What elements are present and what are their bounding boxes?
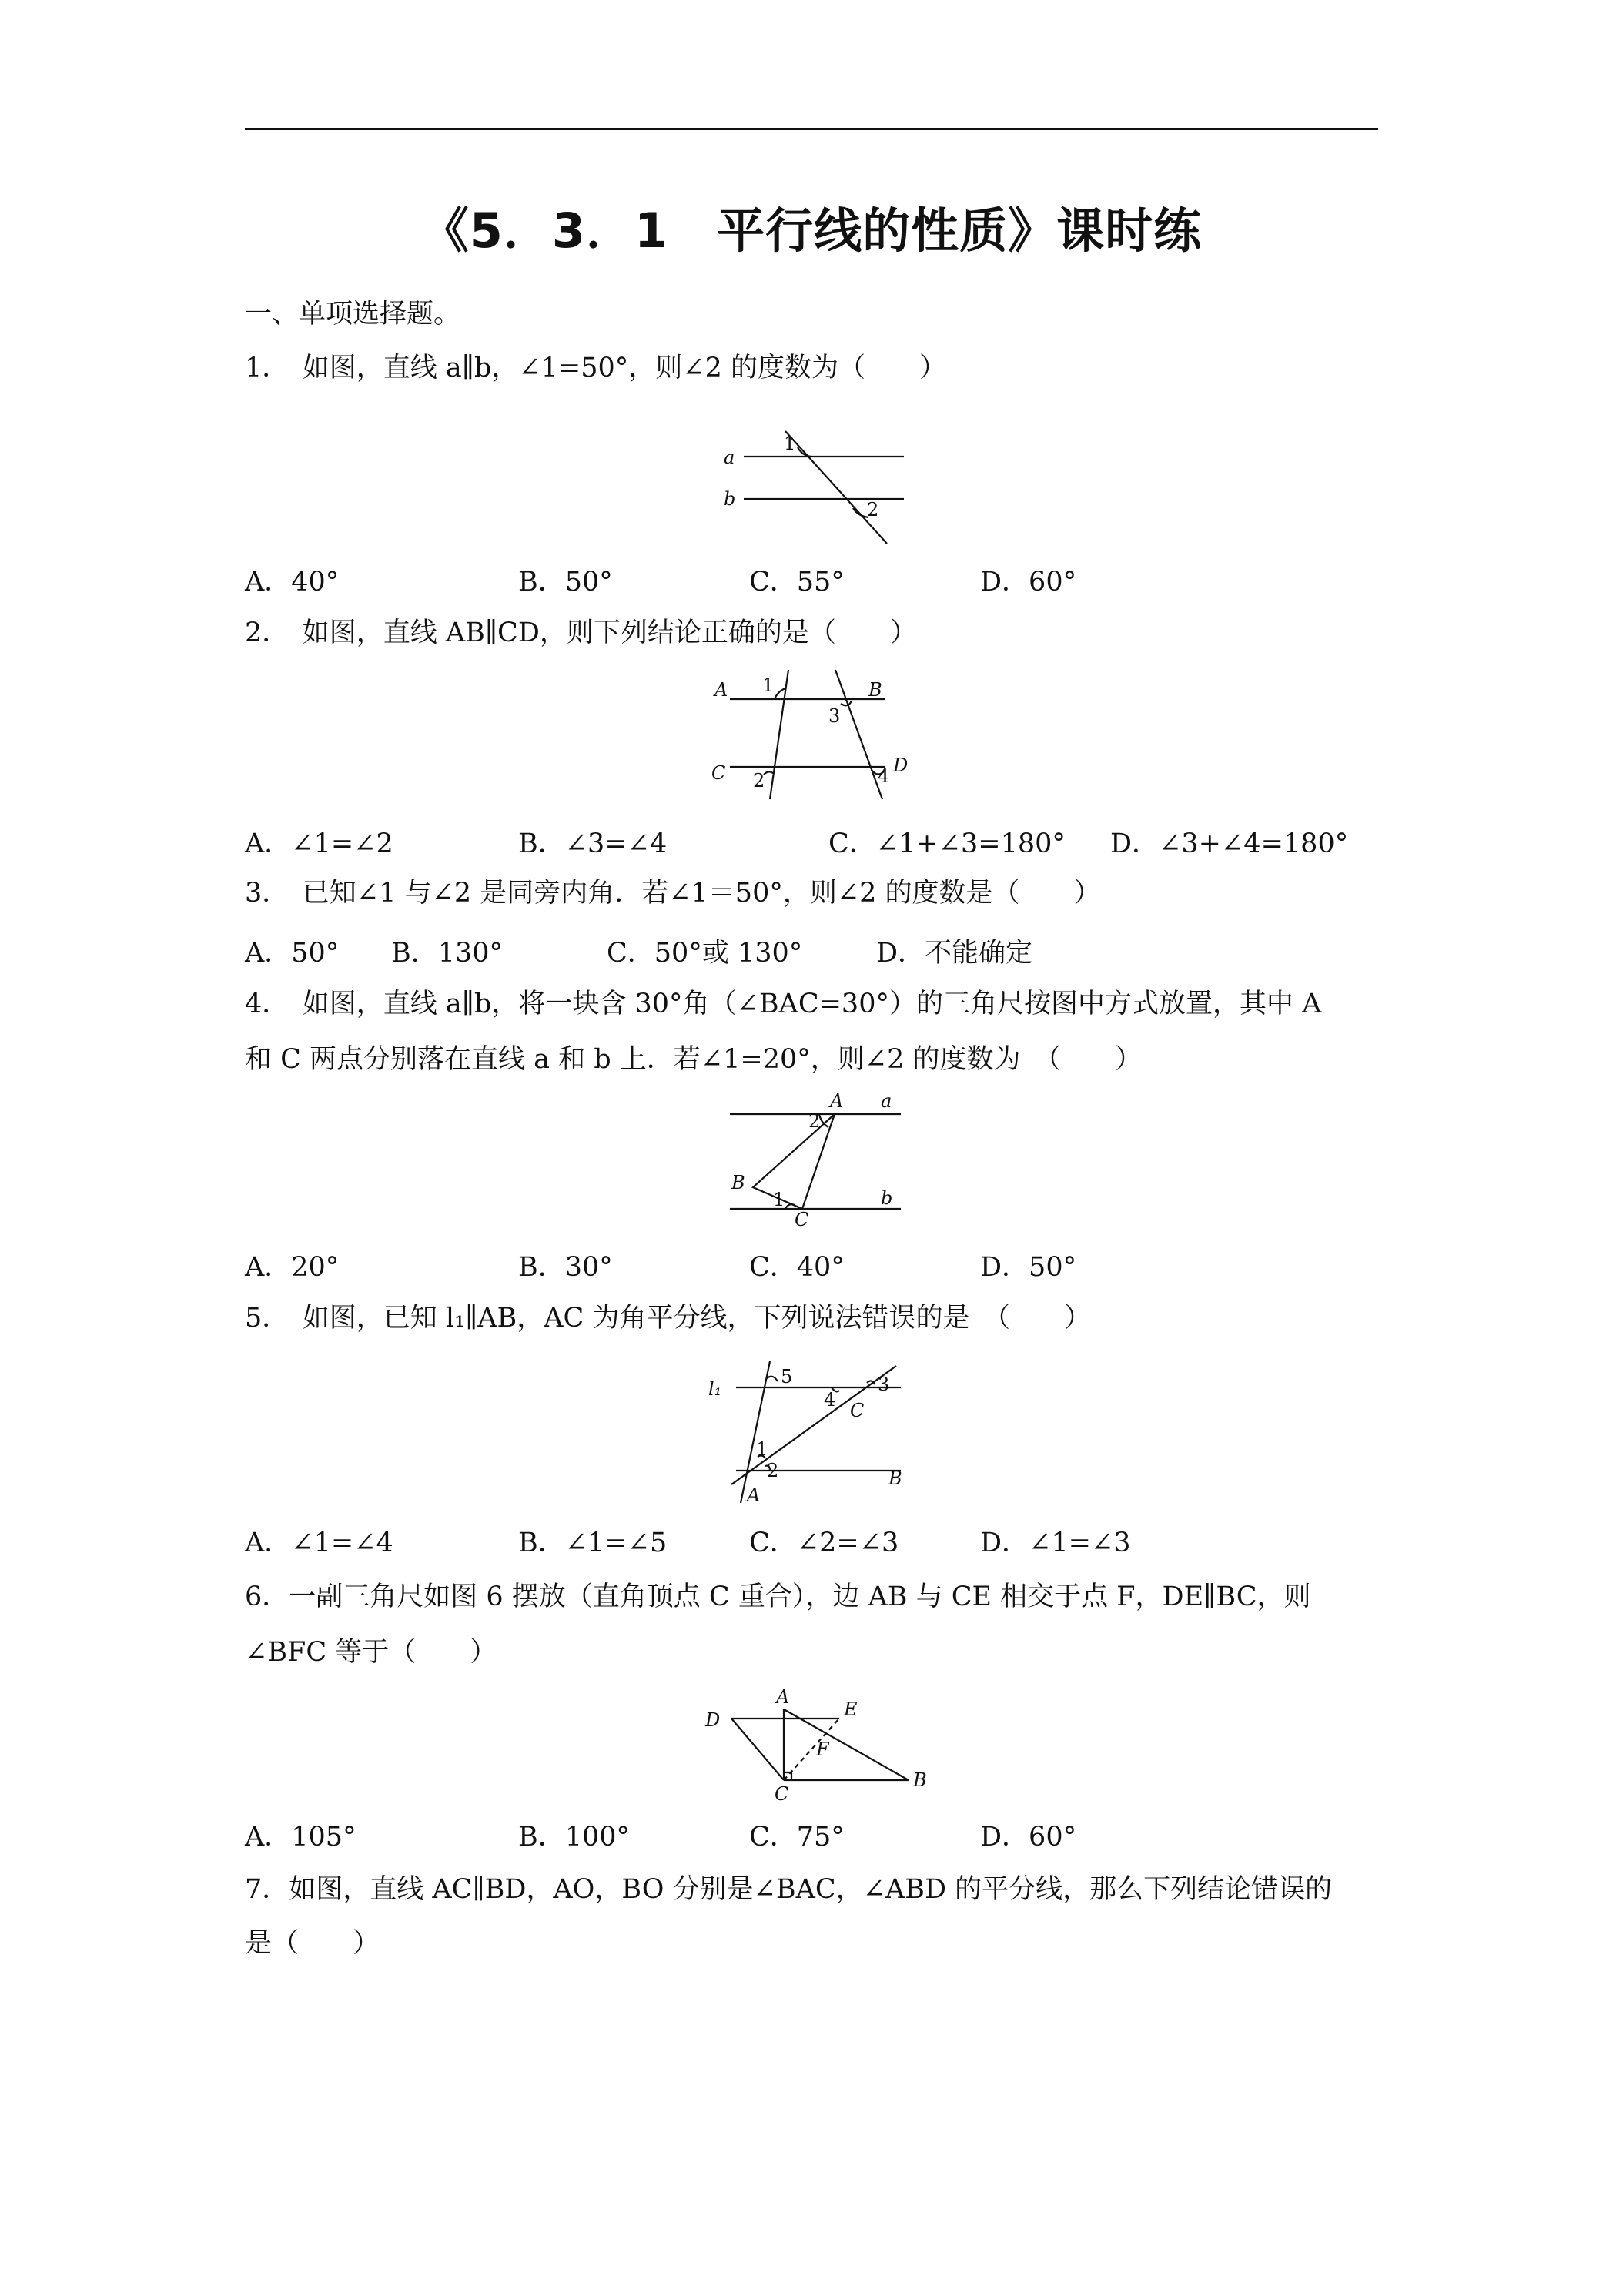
label-B: B: [731, 1172, 745, 1193]
angle-2-arc: [764, 771, 773, 775]
question-7-stem-line-1: 7．如图，直线 AC∥BD，AO，BO 分别是∠BAC，∠ABD 的平分线，那么下列结论错误的: [245, 1874, 1333, 1905]
question-6-stem-line-1: 6．一副三角尺如图 6 摆放（直角顶点 C 重合），边 AB 与 CE 相交于点 F，DE∥BC，则: [245, 1581, 1311, 1612]
page-title: 《5．3．1 平行线的性质》课时练: [420, 202, 1203, 259]
option-b[interactable]: B．50°: [518, 567, 613, 597]
label-B: B: [868, 679, 882, 701]
question-1-figure: [716, 431, 916, 547]
option-d[interactable]: D．不能确定: [876, 938, 1033, 969]
question-7-stem-line-2: 是（ ）: [245, 1928, 380, 1959]
label-angle-1: 1: [773, 1189, 785, 1210]
question-5-options: [245, 1521, 1378, 1558]
transversal: [785, 431, 887, 544]
label-b: b: [881, 1187, 893, 1209]
label-D: D: [705, 1709, 721, 1731]
label-C: C: [775, 1783, 789, 1805]
option-b[interactable]: B．∠3=∠4: [518, 828, 668, 859]
question-4-options: [245, 1246, 1378, 1283]
question-6-options: [245, 1816, 1378, 1853]
header-rule: [245, 128, 1378, 130]
option-c[interactable]: C．∠2=∠3: [749, 1528, 899, 1558]
option-d[interactable]: D．∠3+∠4=180°: [1110, 828, 1349, 859]
label-angle-1: 1: [756, 1438, 768, 1460]
label-E: E: [844, 1699, 858, 1720]
label-angle-1: 1: [784, 433, 796, 454]
option-b[interactable]: B．100°: [518, 1822, 631, 1853]
option-d[interactable]: D．50°: [980, 1252, 1077, 1283]
label-b: b: [724, 488, 736, 510]
question-5-stem: 5． 如图，已知 l₁∥AB，AC 为角平分线，下列说法错误的是 （ ）: [245, 1303, 1091, 1334]
label-A: A: [747, 1484, 761, 1506]
option-a[interactable]: A．40°: [245, 567, 340, 597]
question-2-options: [245, 822, 1378, 859]
segment-ce: [784, 1719, 839, 1780]
option-b[interactable]: B．130°: [391, 938, 504, 969]
question-2-stem: 2． 如图，直线 AB∥CD，则下列结论正确的是（ ）: [245, 618, 917, 648]
label-angle-2: 2: [808, 1110, 821, 1132]
label-D: D: [893, 755, 909, 776]
label-angle-3: 3: [878, 1374, 890, 1395]
question-4-stem-line-1: 4． 如图，直线 a∥b，将一块含 30°角（∠BAC=30°）的三角尺按图中方式放置，其中 A: [245, 989, 1322, 1019]
label-B: B: [913, 1769, 927, 1791]
option-c[interactable]: C．∠1+∠3=180°: [828, 828, 1066, 859]
option-c[interactable]: C．75°: [749, 1822, 845, 1853]
question-1-options: [245, 561, 1378, 597]
label-A: A: [714, 679, 728, 701]
label-angle-4: 4: [824, 1389, 836, 1411]
label-a: a: [881, 1090, 892, 1112]
option-b[interactable]: B．30°: [518, 1252, 613, 1283]
question-6-stem-line-2: ∠BFC 等于（ ）: [245, 1637, 497, 1668]
option-a[interactable]: A．105°: [245, 1822, 356, 1853]
option-b[interactable]: B．∠1=∠5: [518, 1528, 668, 1558]
option-a[interactable]: A．∠1=∠4: [245, 1528, 393, 1558]
label-angle-1: 1: [762, 674, 775, 696]
triangle-abc: [753, 1114, 835, 1209]
question-3-options: [245, 932, 1378, 969]
option-c[interactable]: C．40°: [749, 1252, 845, 1283]
label-angle-3: 3: [828, 705, 841, 727]
label-C: C: [711, 762, 726, 784]
label-angle-2: 2: [753, 770, 765, 792]
label-l1: l₁: [708, 1378, 722, 1400]
label-C: C: [850, 1400, 865, 1421]
question-5-figure: [708, 1355, 924, 1509]
question-6-figure: [701, 1686, 932, 1805]
option-d[interactable]: D．60°: [980, 567, 1077, 597]
label-angle-5: 5: [781, 1366, 793, 1387]
label-F: F: [816, 1739, 829, 1760]
segment-dc: [731, 1719, 784, 1780]
option-c[interactable]: C．55°: [749, 567, 845, 597]
label-angle-2: 2: [767, 1460, 779, 1481]
label-a: a: [724, 447, 735, 468]
question-4-figure: [724, 1090, 924, 1232]
question-4-stem-line-2: 和 C 两点分别落在直线 a 和 b 上．若∠1=20°，则∠2 的度数为 （ ）: [245, 1044, 1142, 1075]
label-angle-4: 4: [878, 765, 890, 787]
option-a[interactable]: A．∠1=∠2: [245, 828, 393, 859]
label-B: B: [888, 1468, 902, 1489]
option-c[interactable]: C．50°或 130°: [607, 938, 803, 969]
option-d[interactable]: D．∠1=∠3: [980, 1528, 1131, 1558]
section-heading: 一、单项选择题。: [245, 299, 461, 330]
option-d[interactable]: D．60°: [980, 1822, 1077, 1853]
label-A: A: [776, 1686, 790, 1708]
angle-5-arc: [767, 1377, 778, 1381]
question-3-stem: 3． 已知∠1 与∠2 是同旁内角．若∠1＝50°，则∠2 的度数是（ ）: [245, 878, 1101, 909]
transversal: [741, 1361, 770, 1503]
option-a[interactable]: A．20°: [245, 1252, 340, 1283]
question-2-figure: [708, 664, 924, 802]
label-A: A: [830, 1090, 844, 1112]
question-1-stem: 1． 如图，直线 a∥b，∠1=50°，则∠2 的度数为（ ）: [245, 353, 947, 383]
label-C: C: [795, 1209, 809, 1230]
option-a[interactable]: A．50°: [245, 938, 340, 969]
label-angle-2: 2: [867, 499, 879, 520]
